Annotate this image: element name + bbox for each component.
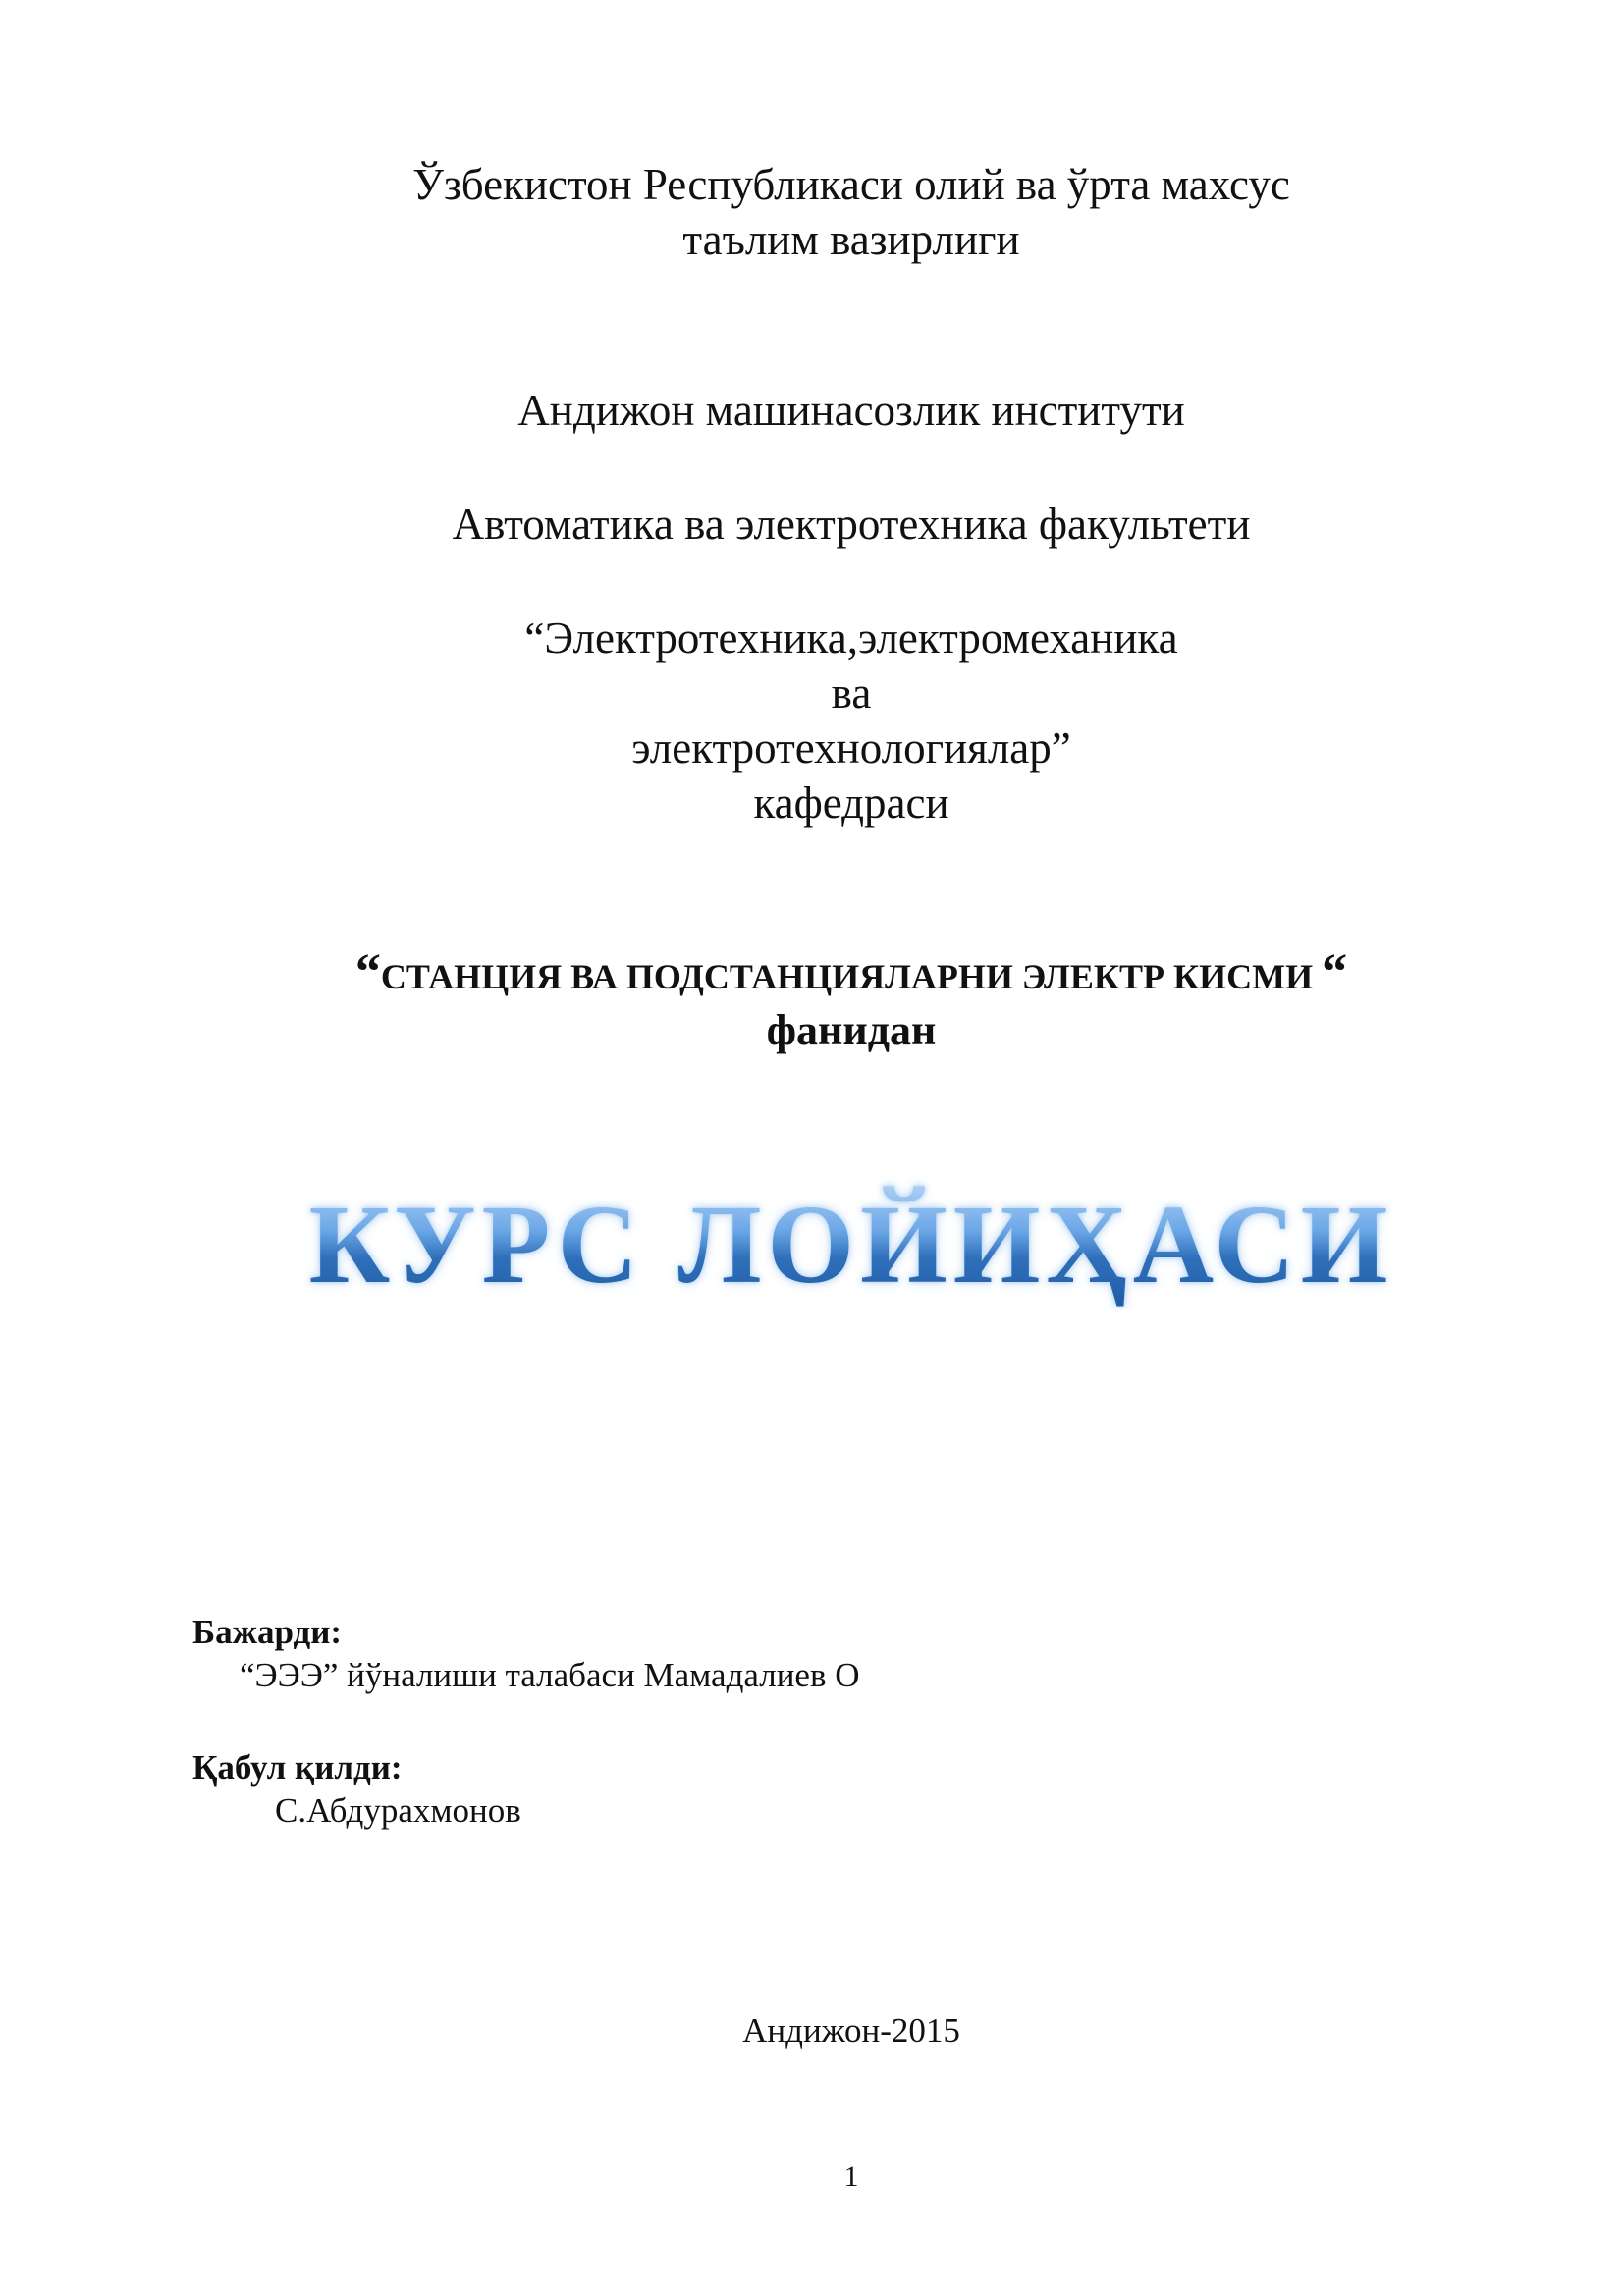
subject-open-quote: “: [354, 944, 381, 1000]
department-line-2: ва: [831, 668, 872, 718]
completed-by-value: “ЭЭЭ” йўналиши талабаси Мамадалиев О: [240, 1656, 860, 1694]
institute-name: Андижон машинасозлик институти: [517, 386, 1185, 435]
completed-by-label: Бажарди:: [192, 1613, 343, 1651]
department-line-4: кафедраси: [753, 778, 949, 828]
accepted-by-label: Қабул қилди:: [192, 1748, 403, 1787]
ministry-line-1: Ўзбекистон Республикаси олий ва ўрта махсус: [412, 160, 1290, 209]
faculty-name: Автоматика ва электротехника факультети: [452, 500, 1251, 549]
city-year: Андижон-2015: [742, 2011, 960, 2050]
ministry-heading: [0, 157, 1624, 267]
ministry-line-2: таълим вазирлиги: [682, 215, 1020, 264]
department-line-1: “Электротехника,электромеханика: [524, 614, 1178, 663]
page-number: 1: [843, 2161, 859, 2193]
subject-title: [0, 944, 1624, 1001]
subject-name: СТАНЦИЯ ВА ПОДСТАНЦИЯЛАРНИ ЭЛЕКТР КИСМИ: [380, 957, 1323, 996]
subject-suffix: фанидан: [766, 1006, 937, 1054]
accepted-by-value: С.Абдурахмонов: [275, 1791, 521, 1830]
course-title: КУРС ЛОЙИҲАСИ: [0, 1176, 1624, 1313]
subject-close-quote: “: [1322, 944, 1348, 1000]
department-line-3: электротехнологиялар”: [631, 723, 1071, 773]
department-name: [0, 611, 1624, 830]
